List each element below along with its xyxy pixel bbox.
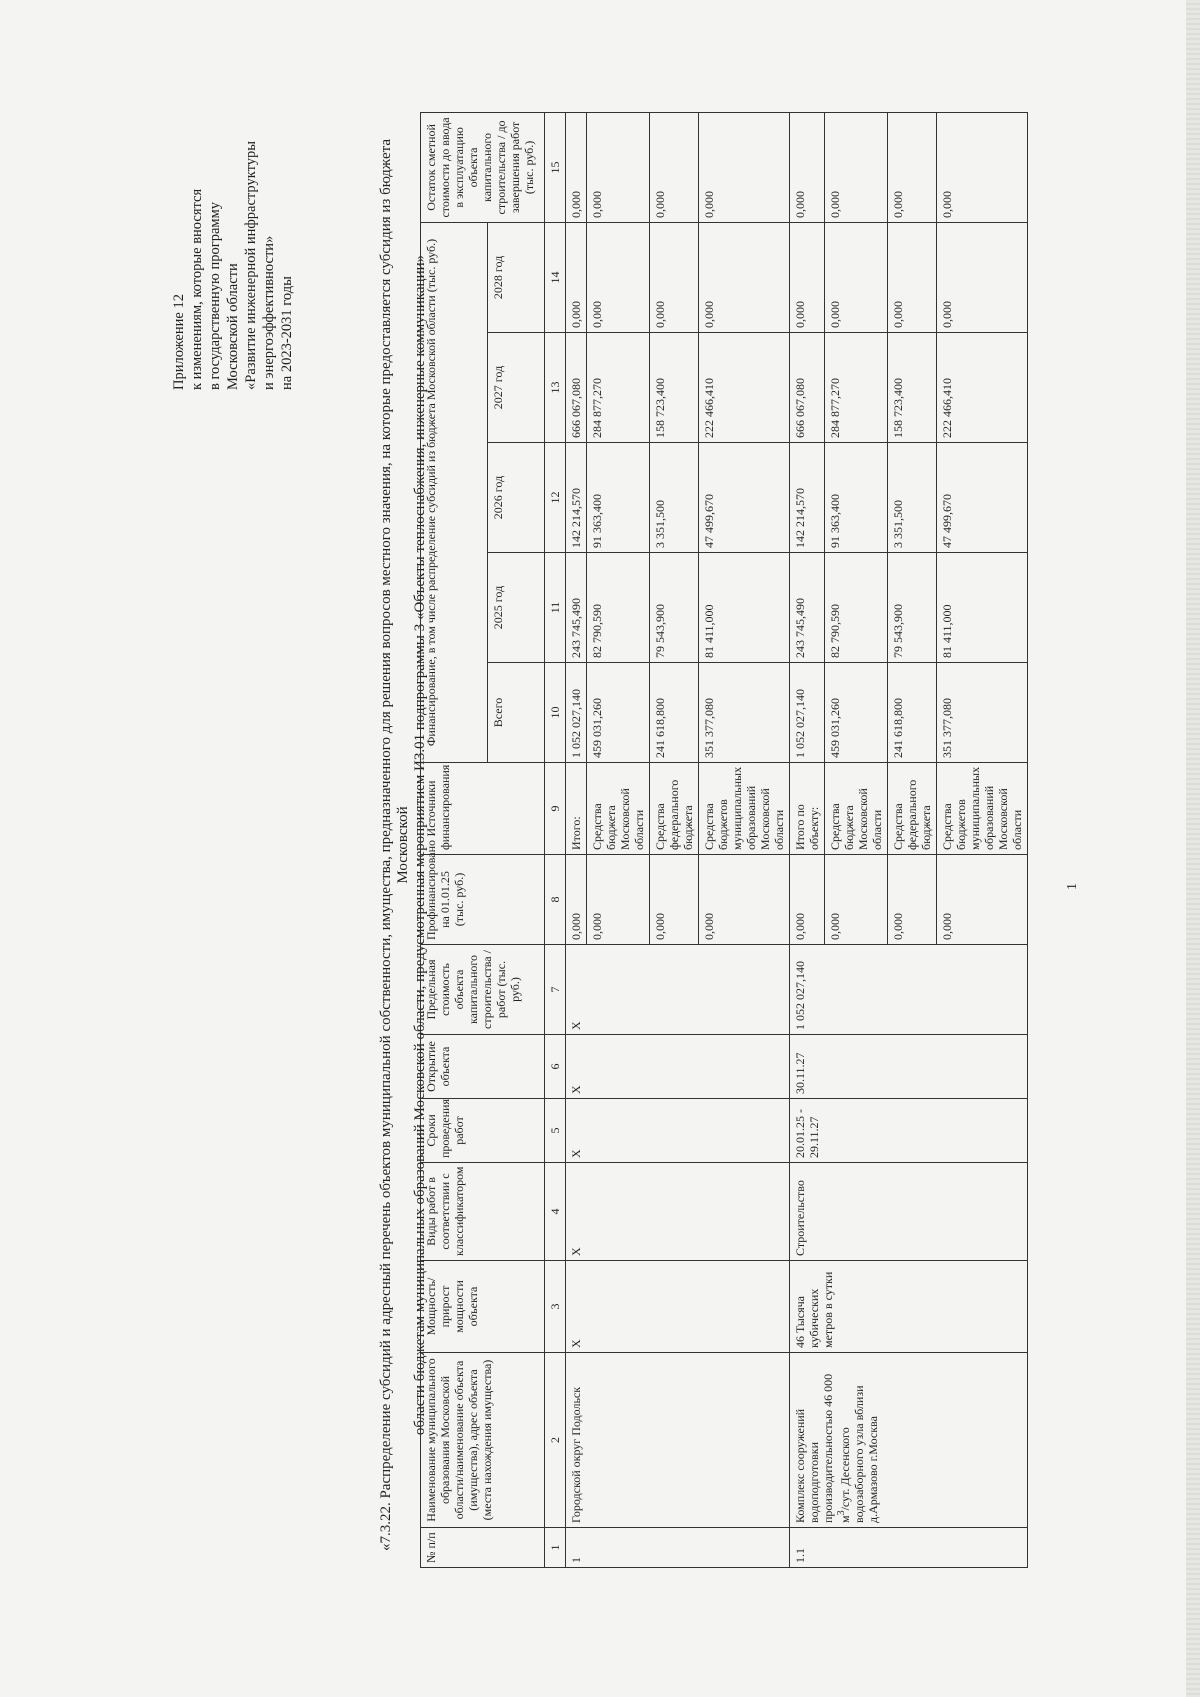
cell-2026: 142 214,570 (566, 443, 587, 553)
cell-prefinanced: 0,000 (790, 855, 825, 945)
cell-total: 1 052 027,140 (790, 663, 825, 763)
col-number: 11 (545, 553, 566, 663)
object-name-sup: 3 (836, 1510, 847, 1516)
cell-prefinanced: 0,000 (888, 855, 937, 945)
cell-2025: 82 790,590 (587, 553, 650, 663)
cell-remainder: 0,000 (650, 112, 699, 222)
col-number: 6 (545, 1035, 566, 1099)
header-limit-cost: Предельная стоимость объекта капитального строительства / работ (тыс. руб.) (421, 945, 545, 1035)
district-work-types: X (566, 1163, 790, 1261)
object-terms: 20.01.25 - 29.11.27 (790, 1099, 1028, 1163)
cell-prefinanced: 0,000 (825, 855, 888, 945)
col-number: 14 (545, 222, 566, 332)
header-sources: Источники финансирования (421, 763, 545, 855)
cell-total: 459 031,260 (825, 663, 888, 763)
cell-source: Средства бюджетов муниципальных образований Московской области (699, 763, 790, 855)
col-number: 9 (545, 763, 566, 855)
header-num: № п/п (421, 1528, 545, 1568)
cell-2027: 158 723,400 (650, 333, 699, 443)
cell-total: 459 031,260 (587, 663, 650, 763)
cell-prefinanced: 0,000 (699, 855, 790, 945)
col-number: 7 (545, 945, 566, 1035)
rotated-page (0, 70, 1185, 1660)
header-capacity: Мощность/ прирост мощности объекта (421, 1261, 545, 1353)
cell-remainder: 0,000 (825, 112, 888, 222)
object-name (790, 1353, 1028, 1528)
header-2027: 2027 год (488, 333, 545, 443)
object-name-part2: /сут. Десенского водозаборного узла вблизи д.Армазово г.Москва (838, 1385, 880, 1523)
cell-total: 351 377,080 (937, 663, 1028, 763)
cell-2028: 0,000 (650, 222, 699, 332)
cell-2027: 284 877,270 (825, 333, 888, 443)
cell-total: 1 052 027,140 (566, 663, 587, 763)
cell-prefinanced: 0,000 (937, 855, 1028, 945)
cell-remainder: 0,000 (790, 112, 825, 222)
cell-source: Средства федерального бюджета (888, 763, 937, 855)
header-opening: Открытие объекта (421, 1035, 545, 1099)
appendix-block (170, 90, 296, 390)
cell-2028: 0,000 (888, 222, 937, 332)
cell-source: Средства бюджетов муниципальных образований Московской области (937, 763, 1028, 855)
appendix-line: на 2023-2031 годы (279, 276, 295, 390)
district-opening: X (566, 1035, 790, 1099)
object-name-part1: Комплекс сооружений водоподготовки производительностью 46 000 м (793, 1373, 852, 1523)
cell-2027: 222 466,410 (937, 333, 1028, 443)
cell-2025: 81 411,000 (937, 553, 1028, 663)
cell-2027: 222 466,410 (699, 333, 790, 443)
cell-2026: 91 363,400 (587, 443, 650, 553)
cell-source: Средства федерального бюджета (650, 763, 699, 855)
cell-2026: 3 351,500 (888, 443, 937, 553)
cell-source: Средства бюджета Московской области (587, 763, 650, 855)
col-number: 3 (545, 1261, 566, 1353)
header-remainder: Остаток сметной стоимости до ввода в эксплуатацию объекта капитального строительства / до завершения работ (тыс. руб.) (421, 112, 545, 222)
col-number: 1 (545, 1528, 566, 1568)
cell-2026: 3 351,500 (650, 443, 699, 553)
header-2028: 2028 год (488, 222, 545, 332)
cell-2028: 0,000 (790, 222, 825, 332)
cell-2027: 284 877,270 (587, 333, 650, 443)
header-total: Всего (488, 663, 545, 763)
col-number: 13 (545, 333, 566, 443)
cell-2025: 79 543,900 (888, 553, 937, 663)
cell-2026: 47 499,670 (937, 443, 1028, 553)
header-2025: 2025 год (488, 553, 545, 663)
table-row (566, 112, 587, 1567)
cell-remainder: 0,000 (566, 112, 587, 222)
page-number: 1 (1065, 883, 1080, 890)
cell-source: Итого по объекту: (790, 763, 825, 855)
cell-2028: 0,000 (825, 222, 888, 332)
cell-2026: 47 499,670 (699, 443, 790, 553)
cell-2025: 82 790,590 (825, 553, 888, 663)
cell-remainder: 0,000 (587, 112, 650, 222)
cell-2025: 79 543,900 (650, 553, 699, 663)
header-name: Наименование муниципального образования Московской области/наименование объекта (имущества), адрес объекта (места нахождения имущества) (421, 1353, 545, 1528)
appendix-line: в государственную программу (207, 201, 223, 390)
district-limit-cost: X (566, 945, 790, 1035)
header-work-types: Виды работ в соответствии с классификатором (421, 1163, 545, 1261)
title-line-1: «7.3.22. Распределение субсидий и адресный перечень объектов муниципальной собственности, имущества, предназначенного для решения вопросов местного значения, на которые предоставляется субсидия из бюджета Московской (378, 138, 411, 1552)
header-terms: Сроки проведения работ (421, 1099, 545, 1163)
cell-2026: 91 363,400 (825, 443, 888, 553)
header-prefinanced: Профинансировано на 01.01.25 (тыс. руб.) (421, 855, 545, 945)
cell-2026: 142 214,570 (790, 443, 825, 553)
cell-2027: 158 723,400 (888, 333, 937, 443)
scanner-edge (1186, 0, 1200, 1697)
col-number: 15 (545, 112, 566, 222)
appendix-line: «Развитие инженерной инфраструктуры (243, 141, 259, 390)
header-financing-group: Финансирование, в том числе распределение субсидий из бюджета Московской области (тыс. руб.) (421, 222, 488, 762)
subsidy-table (420, 112, 1028, 1568)
col-number: 4 (545, 1163, 566, 1261)
cell-total: 351 377,080 (699, 663, 790, 763)
cell-remainder: 0,000 (937, 112, 1028, 222)
appendix-line: к изменениям, которые вносятся (189, 188, 205, 390)
district-num: 1 (566, 1528, 790, 1568)
col-number: 10 (545, 663, 566, 763)
cell-2028: 0,000 (587, 222, 650, 332)
col-number: 8 (545, 855, 566, 945)
cell-prefinanced: 0,000 (650, 855, 699, 945)
col-number: 5 (545, 1099, 566, 1163)
district-capacity: X (566, 1261, 790, 1353)
title-line-2: области бюджетам муниципальных образований Московской области, предусмотренная мероприятием И3.01 подпрограммы 3 «Объекты теплоснабжения, инженерные коммуникации» (412, 254, 428, 1436)
cell-total: 241 618,800 (888, 663, 937, 763)
col-number: 12 (545, 443, 566, 553)
cell-total: 241 618,800 (650, 663, 699, 763)
header-row-1 (421, 112, 488, 1567)
object-num: 1.1 (790, 1528, 1028, 1568)
cell-2028: 0,000 (699, 222, 790, 332)
appendix-line: и энергоэффективности» (261, 235, 277, 390)
header-2026: 2026 год (488, 443, 545, 553)
cell-prefinanced: 0,000 (566, 855, 587, 945)
cell-prefinanced: 0,000 (587, 855, 650, 945)
col-number: 2 (545, 1353, 566, 1528)
cell-2025: 81 411,000 (699, 553, 790, 663)
column-number-row (545, 112, 566, 1567)
cell-2028: 0,000 (937, 222, 1028, 332)
cell-2025: 243 745,490 (566, 553, 587, 663)
cell-source: Средства бюджета Московской области (825, 763, 888, 855)
table-row (790, 112, 825, 1567)
object-work-types: Строительство (790, 1163, 1028, 1261)
cell-2027: 666 067,080 (566, 333, 587, 443)
cell-remainder: 0,000 (888, 112, 937, 222)
appendix-line: Приложение 12 (171, 294, 187, 390)
cell-2025: 243 745,490 (790, 553, 825, 663)
district-terms: X (566, 1099, 790, 1163)
appendix-line: Московской области (225, 263, 241, 390)
cell-source: Итого: (566, 763, 587, 855)
object-capacity: 46 Тысяча кубических метров в сутки (790, 1261, 1028, 1353)
object-opening: 30.11.27 (790, 1035, 1028, 1099)
cell-2027: 666 067,080 (790, 333, 825, 443)
cell-2028: 0,000 (566, 222, 587, 332)
district-name: Городской округ Подольск (566, 1353, 790, 1528)
cell-remainder: 0,000 (699, 112, 790, 222)
object-limit-cost: 1 052 027,140 (790, 945, 1028, 1035)
